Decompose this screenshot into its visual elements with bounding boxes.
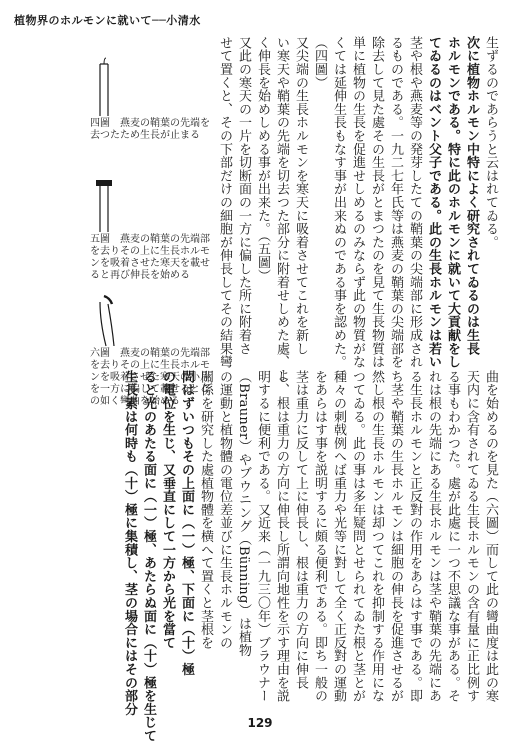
running-head: 植物界のホルモンに就いて──小清水 — [14, 14, 201, 27]
text-line: ホルモンである。特に此のホルモンに就いて大貢献をし — [445, 36, 460, 369]
text-line: 然し根の生長ホルモンは却つてこれを抑制する作用にな — [369, 370, 384, 703]
text-line: 生ずるのであらうと云はれてゐる。 — [483, 36, 498, 249]
text-line: ると光のあたる面に（一）極、あたらぬ面に（十）極を生じて — [141, 370, 156, 742]
text-line: 種々の刺戟例へば重力や光等に對して全く正反對の運動 — [331, 370, 346, 703]
text-line: 単に植物の生長を促進せしめるのみならず此の物質がな — [350, 36, 365, 369]
figure-6-drawing — [86, 292, 126, 348]
text-line: （Brauner）やブウニング（Bünning）は植物 — [236, 370, 251, 657]
figure-5 — [86, 178, 214, 282]
text-line: 次に植物ホルモン中特によく研究されてゐるのは生長 — [464, 36, 479, 356]
text-line: （四圖） — [312, 36, 327, 90]
text-line: の電位を生じ、又垂直にして一方から光を當て — [160, 370, 175, 650]
figure-5-caption — [90, 234, 214, 282]
page-number: 129 — [247, 716, 273, 730]
text-line: 又此の寒天の一片を切断面の一方に偏した所に附着さ — [236, 36, 251, 356]
text-line: 關係を研究した處植物體を横へて置くと茎根を — [198, 370, 213, 650]
text-line: るものである。一九二七年氏等は燕麦の鞘葉の尖端部を — [388, 36, 403, 369]
figure-6-text: 燕麦の鞘葉の先端部を去りその上に生長ホルモンを吸着させた寒天の小片を一方に偏して載せるとこの如く彎曲を始める — [90, 348, 210, 407]
text-line: 曲を始めるのを見た（六圖）而して此の彎曲度は此の寒 — [483, 370, 498, 703]
text-line: 又尖端の生長ホルモンを寒天に吸着させてこれを新し — [293, 36, 308, 356]
text-line: 茎は重力に反して上に伸長し、根は重力の方向に伸長 — [293, 370, 308, 690]
figure-4 — [86, 58, 214, 142]
figure-4-text: 燕麦の鞘葉の先端を去つたため生長が止まる — [90, 118, 210, 141]
text-line: てゐるのはベント父子である。此の生長ホルモンは若い — [426, 36, 441, 369]
text-line: る生長ホルモンと正反對の作用をあらはす事である。即 — [407, 370, 422, 703]
text-line: れは根の先端にある生長ホルモンは茎や鞘葉の先端にあ — [426, 370, 441, 703]
text-line: 問はずいつもその上面に（一）極、下面に（十）極 — [179, 370, 194, 676]
text-line: る事もわかつた。處が此處に一つ不思議な事がある。そ — [445, 370, 460, 703]
figure-5-label: 五圖 — [90, 234, 110, 245]
figure-4-caption — [90, 118, 214, 142]
text-line: い寒天や鞘葉の先端を切去つた部分に附着せしめた處、よ — [274, 36, 289, 382]
text-line: せて置くと、その下部だけの細胞が伸長してその結果彎 — [217, 36, 232, 369]
text-line: ち茎や鞘葉の生長ホルモンは細胞の伸長を促進させるが — [388, 370, 403, 703]
figure-4-drawing — [86, 58, 126, 118]
figure-5-drawing — [86, 178, 126, 234]
upper-text-block — [217, 36, 500, 382]
text-line: くては延伸生長もなす事が出来ぬのである事を認めた。 — [331, 36, 346, 369]
text-line: 明するに便利である。又近来（一九三〇年）ブラウナー — [255, 370, 270, 703]
figure-4-label: 四圖 — [90, 118, 110, 129]
text-line: をあらはす事を説明するに頗る便利である。即ち一般の — [312, 370, 327, 703]
text-line: 生長素は何時も（十）極に集積し、茎の場合にはその部分 — [122, 370, 137, 716]
text-line: 茎や根や燕麦等の発芽したての鞘葉の尖端部に形成され — [407, 36, 422, 369]
figure-6-label: 六圖 — [90, 348, 110, 359]
text-line: く伸長を始めしめる事が出来た。（五圖） — [255, 36, 270, 283]
text-line: つてゐる。此の事は多年疑問とせられてゐた根と茎とが — [350, 370, 365, 703]
text-line: の運動と植物體の電位差並びに生長ホルモンの — [217, 370, 232, 650]
text-line: し、根は重力の方向に伸長し所謂向地性を示す理由を説 — [274, 370, 289, 703]
figure-5-text: 燕麦の鞘葉の先端部を去りその上に生長ホルモンを吸着させた寒天を載せると再び伸長を始める — [90, 234, 210, 281]
text-line: 天内に含有されてゐる生長ホルモンの含有量に正比例す — [464, 370, 479, 703]
text-line: 除去して見た處その生長がとまつたのを見て生長物質は — [369, 36, 384, 369]
